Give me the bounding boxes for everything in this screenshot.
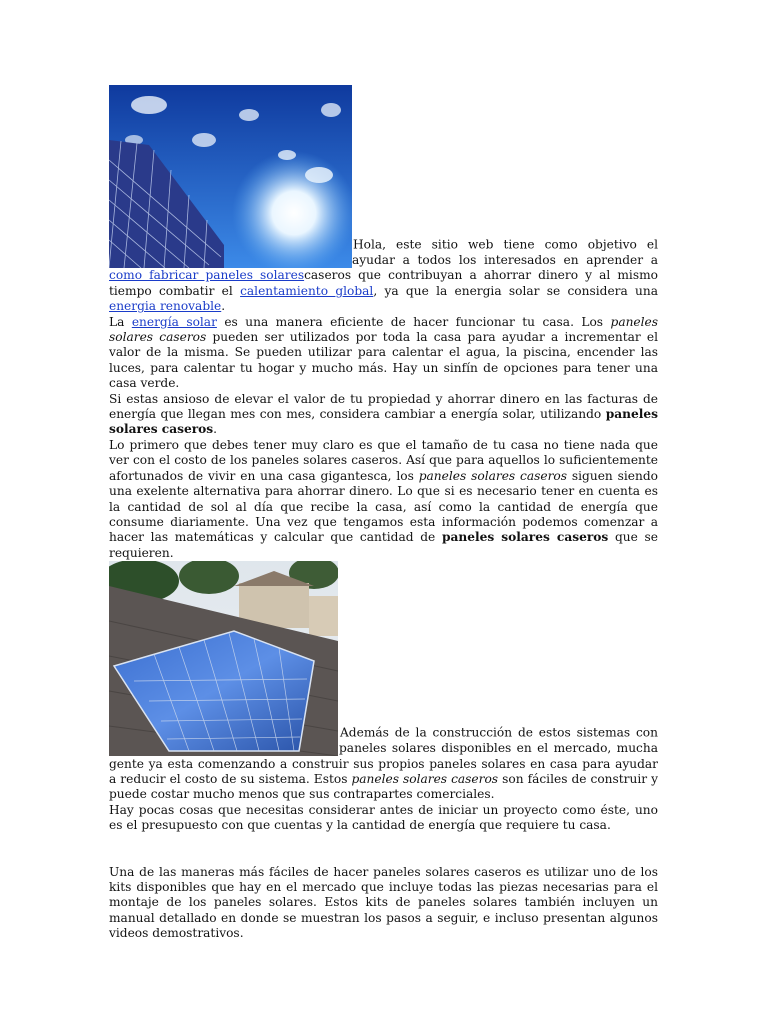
p3-end: . xyxy=(213,422,218,437)
p2-italic: paneles solares caseros xyxy=(109,314,659,345)
intro-text-mid1: caseros que contribuyan a ahorrar dinero y al mismo tiempo combatir el xyxy=(109,268,658,298)
pocas-cosas-paragraph xyxy=(109,803,658,834)
p2-mid: es una manera eficiente de hacer funcionar tu casa. Los xyxy=(216,314,611,329)
solar-panels-sky-image xyxy=(109,85,352,268)
rooftop-solar-panels-image xyxy=(109,561,338,756)
paragraph-gap xyxy=(109,834,658,865)
intro-text-start: Hola, este sitio web tiene como objetivo el ayudar a todos los interesados en aprender a xyxy=(352,237,658,267)
ahorrar-paragraph xyxy=(109,392,658,438)
p4-italic: paneles solares caseros xyxy=(418,468,568,483)
p2-start: La xyxy=(109,314,132,329)
p6-text: Hay pocas cosas que necesitas considerar antes de iniciar un proyecto como éste, uno es el presupuesto con que cuentas y la cantidad de energía que requiere tu casa. xyxy=(109,802,658,833)
p4-text2: siguen siendo una exelente alternativa para ahorrar dinero. Lo que si es necesario tener en cuenta es la cantidad de sol al día que recibe la casa, así como la cantidad de energía que consume diariamente. Una vez que tengamos esta información podemos comenzar a hacer las matemáticas y calcular que cantidad de xyxy=(109,468,658,545)
tamano-casa-paragraph xyxy=(109,438,658,561)
p5-text2: son fáciles de construir y puede costar mucho menos que sus contrapartes comerciales. xyxy=(109,771,658,802)
document-body xyxy=(109,85,658,942)
p3-bold: paneles solares caseros xyxy=(109,407,658,437)
intro-text-mid2: , ya que la energia solar se considera una xyxy=(373,283,658,298)
p4-text1: Lo primero que debes tener muy claro es que el tamaño de tu casa no tiene nada que ver con el costo de los paneles solares caseros. Así que para aquellos lo suficientemente afortunados de vivir en una casa gigantesca, los xyxy=(109,437,658,483)
p4-text3: que se requieren. xyxy=(109,530,658,560)
link-como-fabricar[interactable]: como fabricar paneles solares xyxy=(109,268,305,283)
p4-bold: paneles solares caseros xyxy=(441,530,609,545)
p2-end: pueden ser utilizados por toda la casa para ayudar a incrementar el valor de la misma. Se pueden utilizar para calentar el agua, la piscina, encender las luces, para calentar tu hogar y mucho más. Hay un sinfín de opciones para tener una casa verde. xyxy=(109,330,658,391)
energia-solar-paragraph xyxy=(109,315,658,392)
p5-text1: Además de la construcción de estos sistemas con paneles solares disponibles en el mercado, mucha gente ya esta comenzando a construir sus propios paneles solares en casa para ayudar a reducir el costo de su sistema. Estos xyxy=(109,725,658,786)
p7-text: Una de las maneras más fáciles de hacer paneles solares caseros es utilizar uno de los kits disponibles que hay en el mercado que incluye todas las piezas necesarias para el montaje de los paneles solares. Estos kits de paneles solares también incluyen un manual detallado en donde se muestran los pasos a seguir, e incluso presentan algunos videos demostrativos. xyxy=(109,864,658,941)
link-energia-solar[interactable]: energía solar xyxy=(131,314,217,329)
p5-italic: paneles solares caseros xyxy=(351,771,499,786)
p3-text: Si estas ansioso de elevar el valor de tu propiedad y ahorrar dinero en las facturas de energía que llegan mes con mes, considera cambiar a energía solar, utilizando xyxy=(109,391,658,422)
intro-text-end: . xyxy=(221,299,226,314)
link-energia-renovable[interactable]: energia renovable xyxy=(109,299,222,314)
link-calentamiento-global[interactable]: calentamiento global xyxy=(240,283,374,298)
kits-paragraph xyxy=(109,865,658,942)
